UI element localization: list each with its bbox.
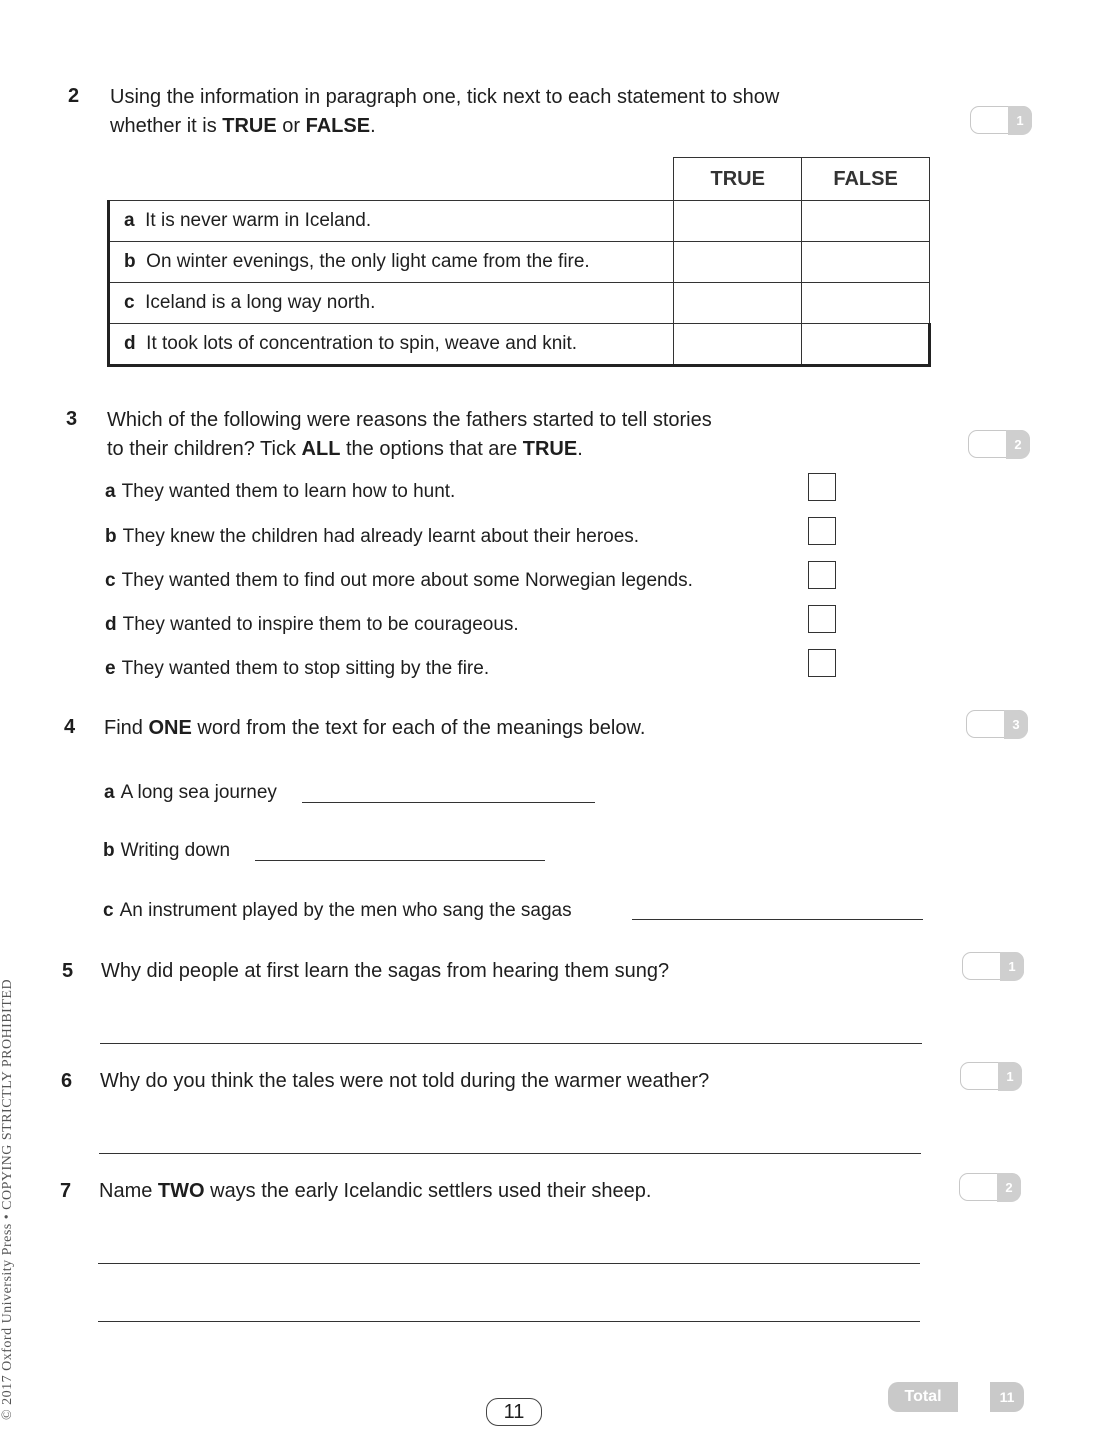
question-3-number: 3 xyxy=(66,408,78,430)
question-6-text: Why do you think the tales were not told during the warmer weather? xyxy=(100,1070,710,1092)
tick-cell-false-d[interactable] xyxy=(802,324,930,366)
meaning-a: a A long sea journey xyxy=(104,782,277,803)
answer-line-4a[interactable] xyxy=(302,802,595,803)
question-2-number: 2 xyxy=(68,85,80,107)
statement-c: c Iceland is a long way north. xyxy=(109,283,674,324)
question-5-text: Why did people at first learn the sagas from hearing them sung? xyxy=(101,960,670,982)
question-2-text: Using the information in paragraph one, tick next to each statement to show whether it is TRUE or FALSE. xyxy=(110,86,780,137)
option-a: a They wanted them to learn how to hunt. xyxy=(105,481,456,502)
question-5-number: 5 xyxy=(62,960,74,982)
total-label: Total xyxy=(888,1382,958,1412)
question-4-number: 4 xyxy=(64,716,76,738)
page-number: 11 xyxy=(486,1398,542,1426)
table-row xyxy=(109,201,930,242)
question-4-mark-badge: 3 xyxy=(966,710,1028,738)
answer-line-7a[interactable] xyxy=(98,1263,920,1264)
answer-line-7b[interactable] xyxy=(98,1321,920,1322)
table-row xyxy=(109,324,930,366)
option-e: e They wanted them to stop sitting by the fire. xyxy=(105,658,490,679)
statement-b: b On winter evenings, the only light came from the fire. xyxy=(109,242,674,283)
table-blank-header xyxy=(109,158,674,201)
option-b: b They knew the children had already learnt about their heroes. xyxy=(105,526,640,547)
checkbox-d[interactable] xyxy=(808,605,836,633)
tick-cell-true-d[interactable] xyxy=(674,324,802,366)
tick-cell-true-b[interactable] xyxy=(674,242,802,283)
table-header-true: TRUE xyxy=(674,158,802,201)
option-d: d They wanted to inspire them to be courageous. xyxy=(105,614,519,635)
tick-cell-false-b[interactable] xyxy=(802,242,930,283)
tick-cell-false-a[interactable] xyxy=(802,201,930,242)
answer-line-4c[interactable] xyxy=(632,919,923,920)
question-3-mark-badge: 2 xyxy=(968,430,1030,458)
answer-line-4b[interactable] xyxy=(255,860,545,861)
question-6-number: 6 xyxy=(61,1070,73,1092)
checkbox-e[interactable] xyxy=(808,649,836,677)
statement-d: d It took lots of concentration to spin, weave and knit. xyxy=(109,324,674,366)
tick-cell-false-c[interactable] xyxy=(802,283,930,324)
checkbox-b[interactable] xyxy=(808,517,836,545)
answer-line-5[interactable] xyxy=(100,1043,922,1044)
question-4-text: Find ONE word from the text for each of the meanings below. xyxy=(104,717,646,739)
tick-cell-true-c[interactable] xyxy=(674,283,802,324)
checkbox-a[interactable] xyxy=(808,473,836,501)
option-c: c They wanted them to find out more about some Norwegian legends. xyxy=(105,570,693,591)
tick-cell-true-a[interactable] xyxy=(674,201,802,242)
total-mark-badge xyxy=(888,1382,1024,1412)
table-row xyxy=(109,283,930,324)
true-false-table xyxy=(107,157,931,367)
checkbox-c[interactable] xyxy=(808,561,836,589)
question-5-mark-badge: 1 xyxy=(962,952,1024,980)
question-7-mark-badge: 2 xyxy=(959,1173,1021,1201)
question-7-text: Name TWO ways the early Icelandic settlers used their sheep. xyxy=(99,1180,652,1202)
table-row xyxy=(109,242,930,283)
question-7-number: 7 xyxy=(60,1180,72,1202)
table-header-false: FALSE xyxy=(802,158,930,201)
answer-line-6[interactable] xyxy=(99,1153,921,1154)
question-2-mark-badge: 1 xyxy=(970,106,1032,134)
question-3-text: Which of the following were reasons the fathers started to tell stories to their children? Tick ALL the options that are TRUE. xyxy=(107,409,712,460)
meaning-b: b Writing down xyxy=(103,840,231,861)
copyright-notice: © 2017 Oxford University Press • COPYING STRICTLY PROHIBITED xyxy=(0,978,15,1420)
statement-a: a It is never warm in Iceland. xyxy=(109,201,674,242)
meaning-c: c An instrument played by the men who sang the sagas xyxy=(103,900,572,921)
total-value: 11 xyxy=(990,1382,1024,1412)
question-6-mark-badge: 1 xyxy=(960,1062,1022,1090)
